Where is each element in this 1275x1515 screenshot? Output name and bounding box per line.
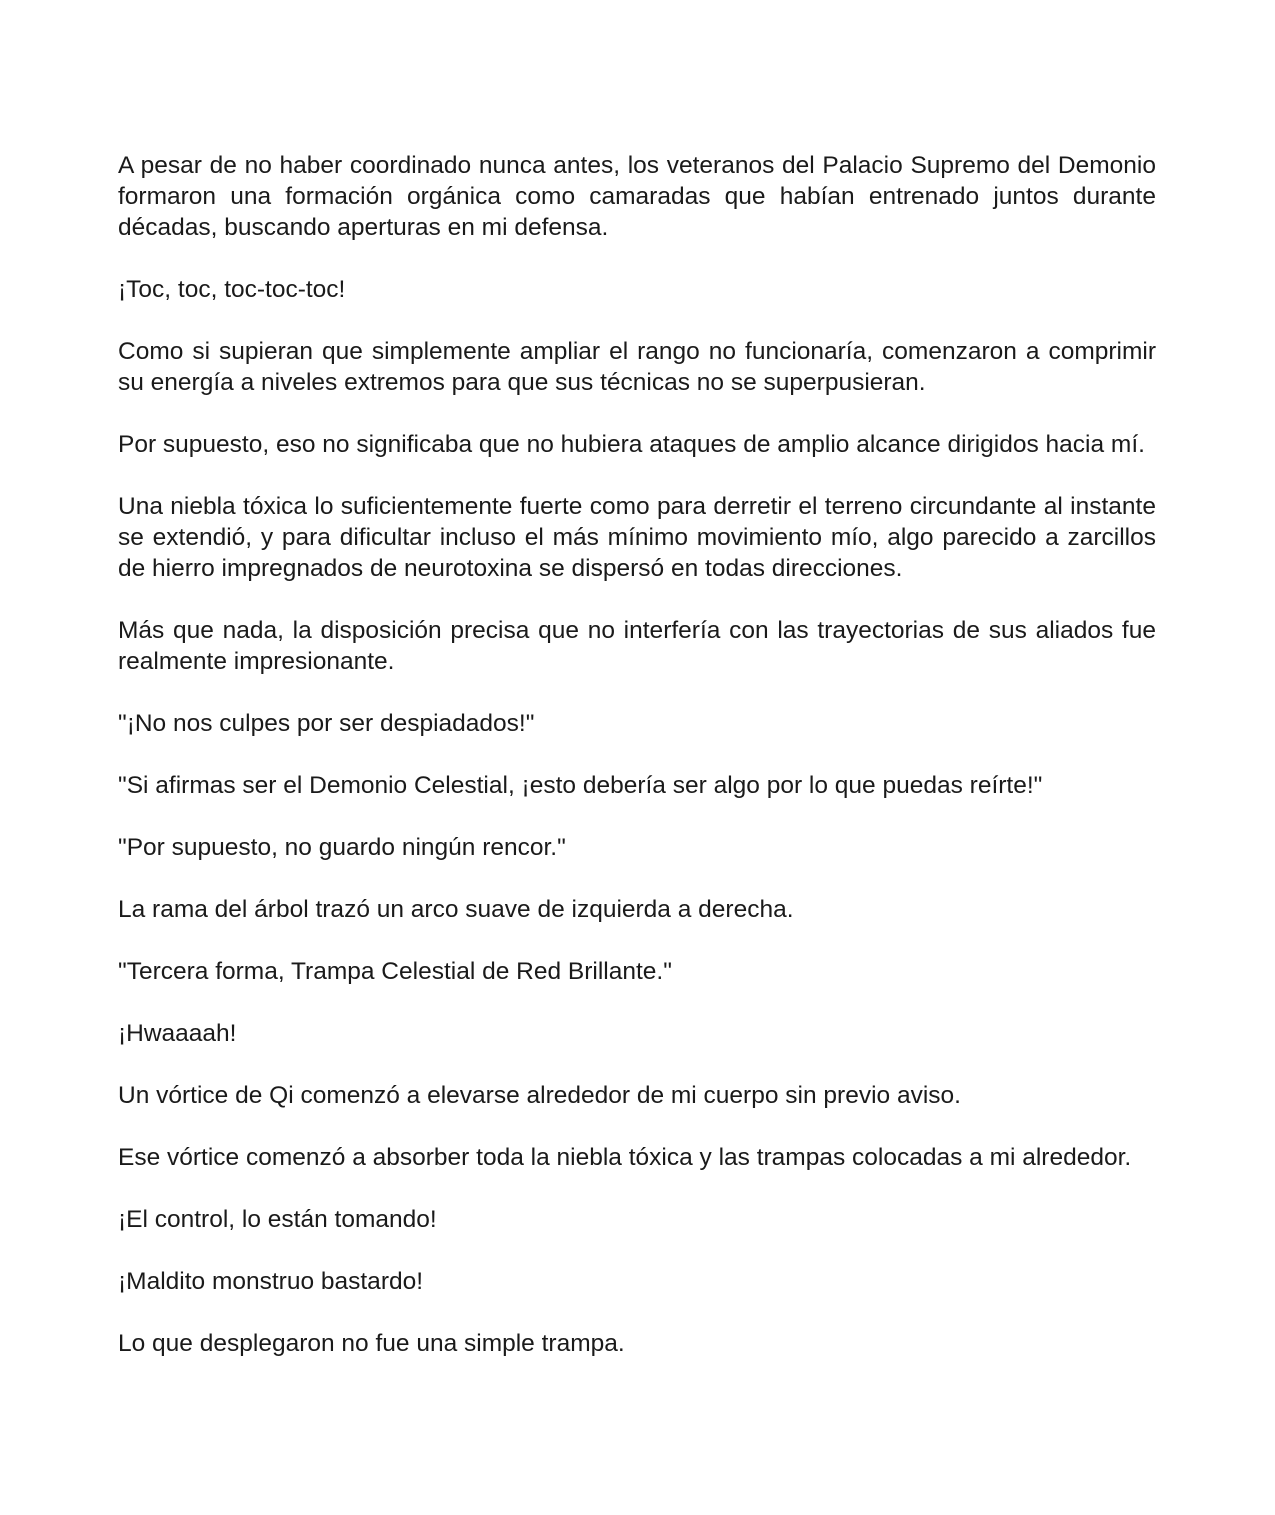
document-page — [118, 150, 1156, 1359]
paragraph-13: Un vórtice de Qi comenzó a elevarse alrededor de mi cuerpo sin previo aviso. — [118, 1082, 961, 1109]
paragraph-8: "Si afirmas ser el Demonio Celestial, ¡esto debería ser algo por lo que puedas reírte!" — [118, 772, 1043, 799]
paragraph-10: La rama del árbol trazó un arco suave de izquierda a derecha. — [118, 896, 794, 923]
paragraph-15: ¡El control, lo están tomando! — [118, 1206, 437, 1233]
paragraph-5: Una niebla tóxica lo suficientemente fuerte como para derretir el terreno circundante al instante se extendió, y para dificultar incluso el más mínimo movimiento mío, algo parecido a zarcillos de hierro impregnados de neurotoxina se dispersó en todas direcciones. — [118, 493, 1156, 582]
paragraph-6: Más que nada, la disposición precisa que no interfería con las trayectorias de sus aliados fue realmente impresionante. — [118, 617, 1156, 675]
paragraph-2: ¡Toc, toc, toc-toc-toc! — [118, 276, 346, 303]
paragraph-3: Como si supieran que simplemente ampliar el rango no funcionaría, comenzaron a comprimir su energía a niveles extremos para que sus técnicas no se superpusieran. — [118, 338, 1156, 396]
paragraph-17: Lo que desplegaron no fue una simple trampa. — [118, 1330, 625, 1357]
paragraph-16: ¡Maldito monstruo bastardo! — [118, 1268, 424, 1295]
paragraph-7: "¡No nos culpes por ser despiadados!" — [118, 710, 535, 737]
paragraph-12: ¡Hwaaaah! — [118, 1020, 237, 1047]
paragraph-1: A pesar de no haber coordinado nunca antes, los veteranos del Palacio Supremo del Demonio formaron una formación orgánica como camaradas que habían entrenado juntos durante décadas, buscando aperturas en mi defensa. — [118, 152, 1156, 241]
paragraph-9: "Por supuesto, no guardo ningún rencor." — [118, 834, 566, 861]
paragraph-4: Por supuesto, eso no significaba que no hubiera ataques de amplio alcance dirigidos hacia mí. — [118, 431, 1145, 458]
paragraph-14: Ese vórtice comenzó a absorber toda la niebla tóxica y las trampas colocadas a mi alrededor. — [118, 1144, 1132, 1171]
paragraph-11: "Tercera forma, Trampa Celestial de Red Brillante." — [118, 958, 672, 985]
